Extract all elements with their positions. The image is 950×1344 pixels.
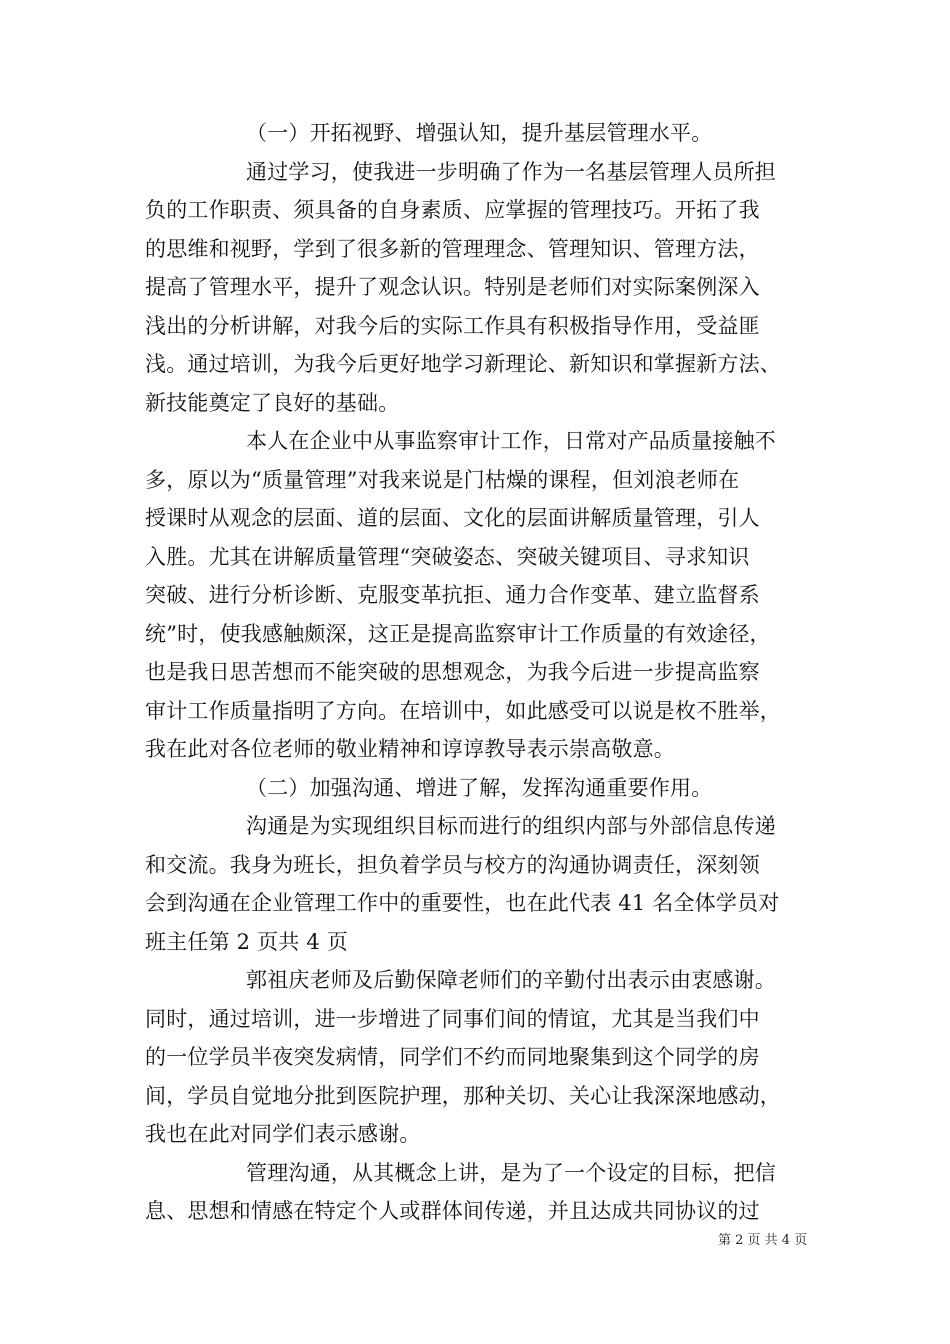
paragraph-line: 的思维和视野，学到了很多新的管理理念、管理知识、管理方法， [145, 237, 760, 261]
paragraph-line: 和交流。我身为班长，担负着学员与校方的沟通协调责任，深刻领 [145, 853, 760, 877]
paragraph-line: 沟通是为实现组织目标而进行的组织内部与外部信息传递 [246, 814, 776, 838]
paragraph-line: 管理沟通，从其概念上讲，是为了一个设定的目标，把信 [246, 1161, 776, 1185]
section-heading-1: （一）开拓视野、增强认知，提升基层管理水平。 [246, 121, 713, 145]
page-number-footer: 第 2 页 共 4 页 [718, 1233, 808, 1248]
paragraph-line: 郭祖庆老师及后勤保障老师们的辛勤付出表示由衷感谢。 [246, 968, 776, 992]
paragraph-line: 负的工作职责、须具备的自身素质、应掌握的管理技巧。开拓了我 [145, 198, 760, 222]
paragraph-line: 提高了管理水平，提升了观念认识。特别是老师们对实际案例深入 [145, 275, 760, 299]
paragraph-line: 的一位学员半夜突发病情，同学们不约而同地聚集到这个同学的房 [145, 1045, 760, 1069]
paragraph-line: 同时，通过培训，进一步增进了同事们间的情谊，尤其是当我们中 [145, 1007, 760, 1031]
paragraph-line: 通过学习，使我进一步明确了作为一名基层管理人员所担 [246, 160, 776, 184]
paragraph-line: 班主任第 2 页共 4 页 [145, 930, 349, 954]
paragraph-line: 浅。通过培训，为我今后更好地学习新理论、新知识和掌握新方法、 [145, 352, 781, 376]
paragraph-line: 多，原以为“质量管理”对我来说是门枯燥的课程，但刘浪老师在 [145, 468, 740, 492]
paragraph-line: 会到沟通在企业管理工作中的重要性，也在此代表 41 名全体学员对 [145, 891, 780, 915]
paragraph-line: 也是我日思苦想而不能突破的思想观念，为我今后进一步提高监察 [145, 660, 760, 684]
paragraph-line: 间，学员自觉地分批到医院护理，那种关切、关心让我深深地感动， [145, 1084, 781, 1108]
paragraph-line: 突破、进行分析诊断、克服变革抗拒、通力合作变革、建立监督系 [145, 583, 760, 607]
section-heading-2: （二）加强沟通、增进了解，发挥沟通重要作用。 [246, 776, 713, 800]
paragraph-line: 本人在企业中从事监察审计工作，日常对产品质量接触不 [246, 429, 776, 453]
paragraph-line: 息、思想和情感在特定个人或群体间传递，并且达成共同协议的过 [145, 1199, 760, 1223]
paragraph-line: 统”时，使我感触颇深，这正是提高监察审计工作质量的有效途径， [145, 622, 771, 646]
paragraph-line: 浅出的分析讲解，对我今后的实际工作具有积极指导作用，受益匪 [145, 314, 760, 338]
paragraph-line: 我也在此对同学们表示感谢。 [145, 1122, 421, 1146]
paragraph-line: 入胜。尤其在讲解质量管理“突破姿态、突破关键项目、寻求知识 [145, 545, 750, 569]
paragraph-line: 审计工作质量指明了方向。在培训中，如此感受可以说是枚不胜举， [145, 699, 781, 723]
paragraph-line: 新技能奠定了良好的基础。 [145, 391, 400, 415]
paragraph-line: 我在此对各位老师的敬业精神和谆谆教导表示崇高敬意。 [145, 737, 675, 761]
paragraph-line: 授课时从观念的层面、道的层面、文化的层面讲解质量管理，引人 [145, 506, 760, 530]
